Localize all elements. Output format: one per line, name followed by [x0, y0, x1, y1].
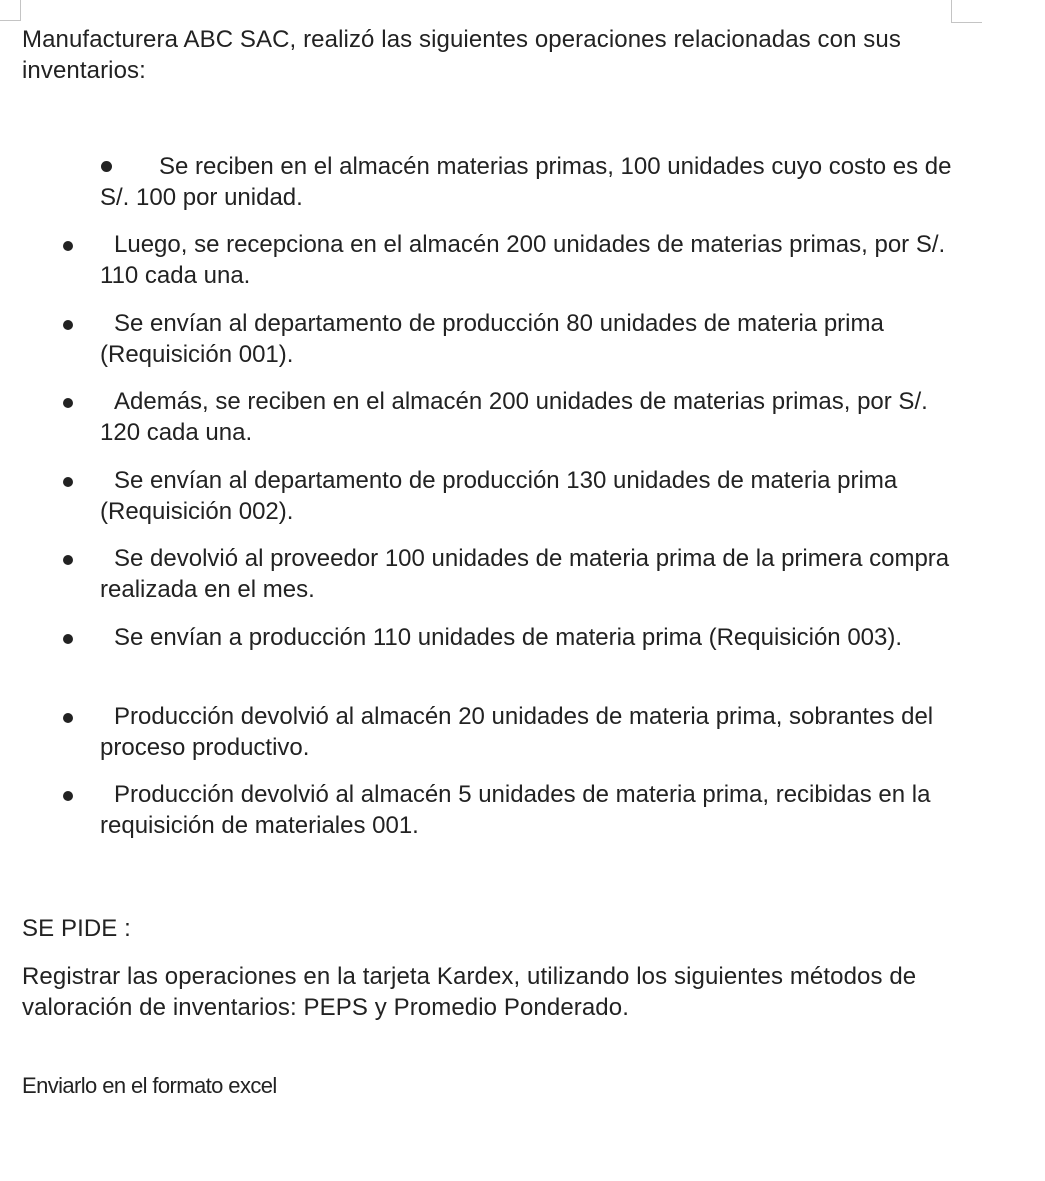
list-item-2	[100, 229, 960, 291]
list-item-8	[100, 701, 960, 763]
bullet-icon	[63, 320, 73, 330]
crop-mark-top-left	[0, 0, 21, 21]
operation-text: Producción devolvió al almacén 20 unidades de materia prima, sobrantes del proceso productivo.	[100, 703, 934, 761]
bullet-icon	[63, 791, 73, 801]
bullet-icon	[63, 634, 73, 644]
operation-text: Se envían al departamento de producción 80 unidades de materia prima (Requisición 001).	[100, 310, 884, 368]
list-item-5	[100, 465, 960, 527]
submission-note: Enviarlo en el formato excel	[22, 1073, 277, 1098]
bullet-icon	[63, 713, 73, 723]
operation-text: Se devolvió al proveedor 100 unidades de materia prima de la primera compra realizada en el mes.	[100, 545, 950, 603]
list-item-6	[100, 543, 960, 605]
list-item-7	[100, 622, 960, 653]
bullet-icon	[63, 241, 73, 251]
list-item-4	[100, 386, 960, 448]
instruction-paragraph: Registrar las operaciones en la tarjeta Kardex, utilizando los siguientes métodos de valoración de inventarios: PEPS y Promedio Ponderado.	[22, 963, 917, 1021]
operation-text: Se reciben en el almacén materias primas, 100 unidades cuyo costo es de S/. 100 por unidad.	[100, 153, 952, 211]
intro-paragraph: Manufacturera ABC SAC, realizó las siguientes operaciones relacionadas con sus inventarios:	[22, 26, 901, 84]
operation-text: Además, se reciben en el almacén 200 unidades de materias primas, por S/. 120 cada una.	[100, 388, 928, 446]
section-heading: SE PIDE :	[22, 915, 131, 942]
operation-text: Se envían al departamento de producción 130 unidades de materia prima (Requisición 002).	[100, 467, 898, 525]
operation-text: Se envían a producción 110 unidades de materia prima (Requisición 003).	[114, 624, 903, 651]
bullet-icon	[63, 477, 73, 487]
operation-text: Luego, se recepciona en el almacén 200 unidades de materias primas, por S/. 110 cada una.	[100, 231, 946, 289]
list-item-9	[100, 779, 960, 841]
bullet-icon	[63, 555, 73, 565]
crop-mark-top-right	[951, 0, 982, 23]
bullet-icon	[101, 161, 112, 172]
bullet-icon	[63, 398, 73, 408]
operation-text: Producción devolvió al almacén 5 unidades de materia prima, recibidas en la requisición de materiales 001.	[100, 781, 931, 839]
list-item-1	[100, 151, 960, 213]
list-item-3	[100, 308, 960, 370]
